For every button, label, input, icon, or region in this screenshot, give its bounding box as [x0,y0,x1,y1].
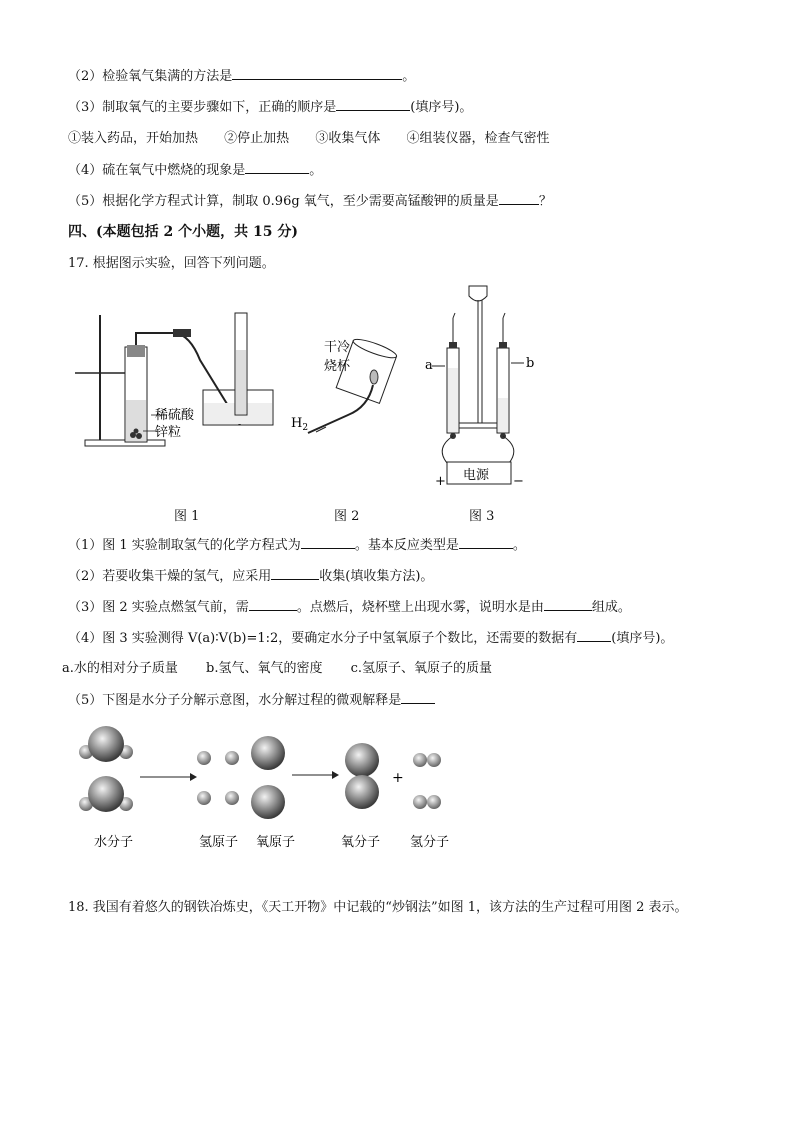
answer-blank[interactable] [232,67,402,80]
figure-2-burning-hydrogen [288,335,418,445]
q17-options: a.水的相对分子质量 b.氢气、氧气的密度 c.氢原子、氧原子的质量 [62,661,493,676]
water-molecule-bottom [79,776,133,812]
answer-blank[interactable] [271,567,319,580]
q17-part2: （2）若要收集干燥的氢气，应采用 收集(填收集方法)。 [68,569,434,584]
q16-part5: （5）根据化学方程式计算，制取 0.96g 氧气，至少需要高锰酸钾的质量是 ？ [68,194,552,209]
figure-2-caption: 图 2 [334,509,360,524]
q17-part5: （5）下图是水分子分解示意图，水分解过程的微观解释是 [68,691,435,710]
answer-blank[interactable] [245,161,309,174]
label-hydrogen-molecule: 氢分子 [410,835,450,850]
q17-stem: 17. 根据图示实验，回答下列问题。 [68,256,275,271]
plus-sign: + [392,770,404,786]
label-negative: − [513,474,524,489]
figure-1-caption: 图 1 [174,509,200,524]
label-tube-b: b [526,356,535,371]
answer-blank[interactable] [499,192,539,205]
answer-blank[interactable] [401,691,435,704]
q17-part3: （3）图 2 实验点燃氢气前，需 。点燃后，烧杯壁上出现水雾，说明水是由 组成。 [68,600,631,615]
water-decomposition-diagram [70,720,470,855]
label-h2: $H_2$ [291,416,309,433]
label-positive: + [435,474,446,489]
label-oxygen-atom: 氧原子 [256,835,296,850]
label-dilute-sulfuric-acid: 稀硫酸 [155,408,195,423]
label-tube-a: a [425,358,433,373]
answer-blank[interactable] [544,598,592,611]
section-heading: 四、(本题包括 2 个小题，共 15 分) [68,224,298,240]
label-beaker: 烧杯 [324,359,351,374]
q16-part3: （3）制取氧气的主要步骤如下，正确的顺序是 (填序号)。 [68,100,473,115]
answer-blank[interactable] [249,598,297,611]
q16-steps: ①装入药品，开始加热 ②停止加热 ③收集气体 ④组装仪器，检查气密性 [68,131,550,146]
answer-blank[interactable] [459,536,513,549]
answer-blank[interactable] [301,536,355,549]
label-power-supply: 电源 [463,468,490,483]
answer-blank[interactable] [336,98,410,111]
q16-part4: （4）硫在氧气中燃烧的现象是 。 [68,163,323,178]
q16-part2: （2）检验氧气集满的方法是 。 [68,69,416,84]
figure-3-caption: 图 3 [469,509,495,524]
figure-1-hydrogen-generation [75,305,275,455]
q17-part4: （4）图 3 实验测得 V(a)∶V(b)=1:2，要确定水分子中氢氧原子个数比，还需要的数据有 (填序号)。 [68,631,674,646]
label-zinc-granules: 锌粒 [155,425,182,440]
label-oxygen-molecule: 氧分子 [341,835,381,850]
water-molecule-top [79,726,133,762]
q17-part1: （1）图 1 实验制取氢气的化学方程式为 。基本反应类型是 。 [68,538,526,553]
label-hydrogen-atom: 氢原子 [199,835,239,850]
answer-blank[interactable] [577,629,611,642]
q18-stem: 18. 我国有着悠久的钢铁冶炼史，《天工开物》中记载的“炒钢法”如图 1，该方法的生产过程可用图 2 表示。 [68,900,688,915]
figure-3-water-electrolysis [425,278,540,490]
label-water-molecule: 水分子 [94,835,134,850]
label-dry-cold: 干冷 [324,340,351,355]
